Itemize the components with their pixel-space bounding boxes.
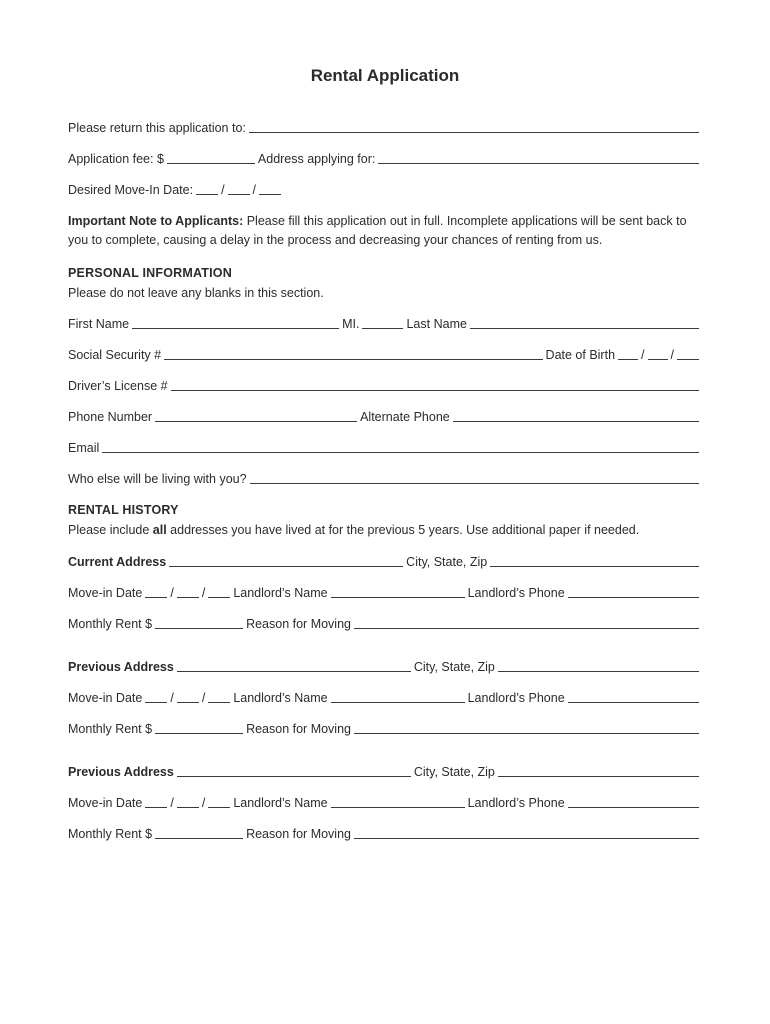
rental-sub-emphasis: all — [152, 523, 167, 537]
return-to-field[interactable] — [249, 132, 699, 133]
co-occupants-field[interactable] — [250, 483, 699, 484]
previous-reason-moving-field-2[interactable] — [354, 838, 699, 839]
previous-rent-row-1 — [68, 719, 702, 737]
previous-monthly-rent-field-1[interactable] — [155, 733, 243, 734]
previous-movein-month-field-1[interactable] — [145, 702, 167, 703]
landlord-phone-label: Landlord’s Phone — [467, 796, 565, 810]
previous-landlord-phone-field-2[interactable] — [568, 807, 699, 808]
movein-date-label: Move-in Date — [68, 586, 143, 600]
current-reason-moving-field[interactable] — [354, 628, 699, 629]
date-slash: / — [252, 183, 257, 197]
dob-day-field[interactable] — [648, 359, 668, 360]
phone-row — [68, 407, 702, 425]
desired-movein-day-field[interactable] — [228, 194, 250, 195]
previous-address-field-2[interactable] — [177, 776, 411, 777]
ssn-field[interactable] — [164, 359, 542, 360]
alt-phone-label: Alternate Phone — [360, 410, 450, 424]
important-note-title: Important Note to Applicants: — [68, 214, 244, 228]
previous-city-state-zip-field-2[interactable] — [498, 776, 699, 777]
date-slash: / — [221, 183, 225, 197]
previous-rent-row-2 — [68, 824, 702, 842]
desired-movein-label: Desired Move-In Date: — [68, 183, 194, 197]
personal-info-heading: PERSONAL INFORMATION — [68, 266, 232, 280]
previous-landlord-name-field-1[interactable] — [331, 702, 465, 703]
date-slash: / — [170, 691, 174, 705]
reason-moving-label: Reason for Moving — [246, 617, 351, 631]
license-row — [68, 376, 702, 394]
desired-movein-row — [68, 180, 702, 198]
mi-field[interactable] — [362, 328, 403, 329]
previous-landlord-name-field-2[interactable] — [331, 807, 465, 808]
reason-moving-label: Reason for Moving — [246, 722, 351, 736]
city-state-zip-label: City, State, Zip — [413, 660, 495, 674]
dob-label: Date of Birth — [545, 348, 616, 362]
first-name-label: First Name — [68, 317, 130, 331]
current-address-field[interactable] — [169, 566, 403, 567]
current-landlord-phone-field[interactable] — [568, 597, 699, 598]
application-fee-label: Application fee: $ — [68, 152, 164, 166]
current-movein-month-field[interactable] — [145, 597, 167, 598]
dob-month-field[interactable] — [618, 359, 638, 360]
desired-movein-year-field[interactable] — [259, 194, 281, 195]
email-row — [68, 438, 702, 456]
previous-movein-day-field-1[interactable] — [177, 702, 199, 703]
movein-date-label: Move-in Date — [68, 691, 143, 705]
date-slash: / — [641, 348, 645, 362]
ssn-label: Social Security # — [68, 348, 162, 362]
date-slash: / — [170, 796, 174, 810]
personal-info-subheading: Please do not leave any blanks in this section. — [68, 286, 324, 300]
current-rent-row — [68, 614, 702, 632]
date-slash: / — [201, 586, 206, 600]
mi-label: MI. — [342, 317, 360, 331]
previous-address-label: Previous Address — [68, 765, 174, 779]
application-fee-field[interactable] — [167, 163, 255, 164]
previous-city-state-zip-field-1[interactable] — [498, 671, 699, 672]
address-applying-field[interactable] — [378, 163, 699, 164]
current-city-state-zip-field[interactable] — [490, 566, 699, 567]
current-address-row — [68, 552, 702, 570]
rental-history-heading: RENTAL HISTORY — [68, 503, 179, 517]
last-name-field[interactable] — [470, 328, 699, 329]
email-field[interactable] — [102, 452, 699, 453]
rental-sub-text: Please include — [68, 523, 153, 537]
landlord-name-label: Landlord’s Name — [233, 691, 328, 705]
phone-field[interactable] — [155, 421, 357, 422]
landlord-name-label: Landlord’s Name — [233, 586, 328, 600]
important-note-text: Please fill this application out in full. Incomplete applications will be sent back to you to complete, causing a delay in the process and decreasing your chances of renting from us. — [68, 214, 687, 247]
previous-landlord-phone-field-1[interactable] — [568, 702, 699, 703]
ssn-dob-row — [68, 345, 702, 363]
previous-reason-moving-field-1[interactable] — [354, 733, 699, 734]
previous-address-row-1 — [68, 657, 702, 675]
date-slash: / — [201, 691, 206, 705]
previous-movein-row-1 — [68, 688, 702, 706]
email-label: Email — [68, 441, 100, 455]
alt-phone-field[interactable] — [453, 421, 699, 422]
phone-label: Phone Number — [68, 410, 153, 424]
current-movein-row — [68, 583, 702, 601]
first-name-field[interactable] — [132, 328, 339, 329]
previous-movein-year-field-2[interactable] — [208, 807, 230, 808]
monthly-rent-label: Monthly Rent $ — [68, 722, 153, 736]
last-name-label: Last Name — [406, 317, 467, 331]
address-applying-label: Address applying for: — [257, 152, 376, 166]
date-slash: / — [170, 586, 174, 600]
date-slash: / — [670, 348, 674, 362]
monthly-rent-label: Monthly Rent $ — [68, 617, 153, 631]
landlord-phone-label: Landlord’s Phone — [467, 691, 565, 705]
current-movein-year-field[interactable] — [208, 597, 230, 598]
co-occupants-label: Who else will be living with you? — [68, 472, 247, 486]
reason-moving-label: Reason for Moving — [246, 827, 351, 841]
previous-movein-month-field-2[interactable] — [145, 807, 167, 808]
co-occupants-row — [68, 469, 702, 487]
previous-address-label: Previous Address — [68, 660, 174, 674]
previous-address-row-2 — [68, 762, 702, 780]
license-label: Driver’s License # — [68, 379, 168, 393]
dob-year-field[interactable] — [677, 359, 699, 360]
license-field[interactable] — [171, 390, 699, 391]
rental-history-subheading — [68, 523, 639, 537]
movein-date-label: Move-in Date — [68, 796, 143, 810]
previous-monthly-rent-field-2[interactable] — [155, 838, 243, 839]
monthly-rent-label: Monthly Rent $ — [68, 827, 153, 841]
city-state-zip-label: City, State, Zip — [413, 765, 495, 779]
return-to-row — [68, 118, 702, 136]
return-to-label: Please return this application to: — [68, 121, 246, 135]
rental-sub-text: addresses you have lived at for the previous 5 years. Use additional paper if needed. — [166, 523, 640, 537]
previous-address-field-1[interactable] — [177, 671, 411, 672]
date-slash: / — [201, 796, 206, 810]
form-title: Rental Application — [310, 66, 460, 85]
landlord-name-label: Landlord’s Name — [233, 796, 328, 810]
previous-movein-row-2 — [68, 793, 702, 811]
name-row — [68, 314, 702, 332]
fee-address-row — [68, 149, 702, 167]
city-state-zip-label: City, State, Zip — [406, 555, 488, 569]
important-note — [68, 212, 708, 250]
previous-movein-year-field-1[interactable] — [208, 702, 230, 703]
desired-movein-month-field[interactable] — [196, 194, 218, 195]
landlord-phone-label: Landlord’s Phone — [467, 586, 565, 600]
current-movein-day-field[interactable] — [177, 597, 199, 598]
current-monthly-rent-field[interactable] — [155, 628, 243, 629]
current-landlord-name-field[interactable] — [331, 597, 465, 598]
current-address-label: Current Address — [68, 555, 167, 569]
previous-movein-day-field-2[interactable] — [177, 807, 199, 808]
